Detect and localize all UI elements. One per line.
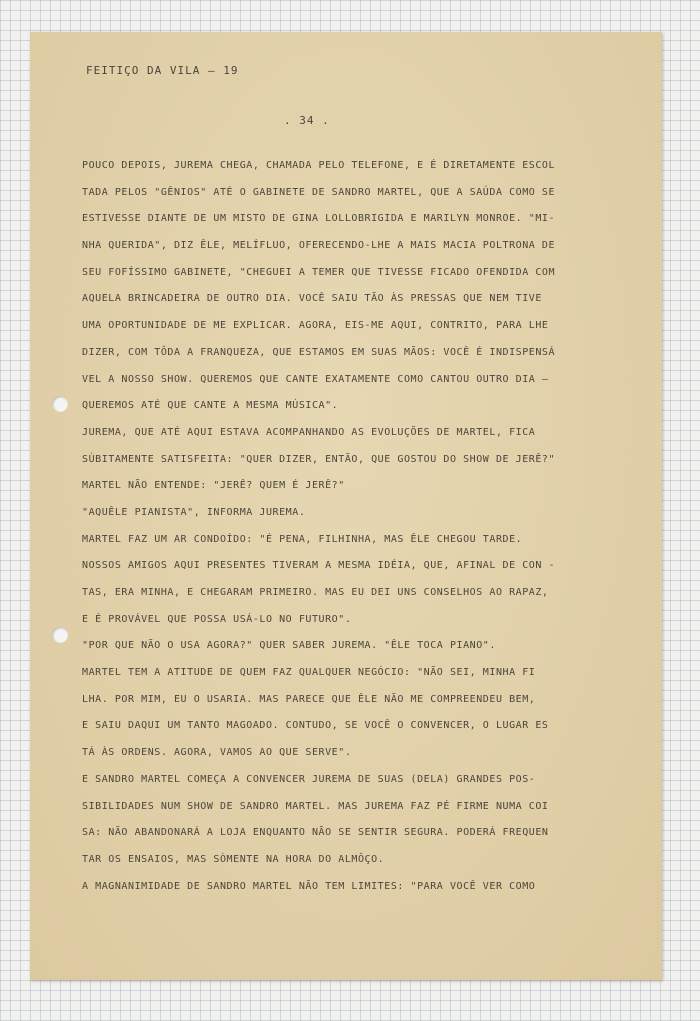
text-line: SA: NÃO ABANDONARÁ A LOJA ENQUANTO NÃO SE SENTIR SEGURA. PODERÁ FREQUEN: [82, 827, 549, 839]
text-line: TAS, ERA MINHA, E CHEGARAM PRIMEIRO. MAS EU DEI UNS CONSELHOS AO RAPAZ,: [82, 587, 549, 598]
body-text: [82, 153, 555, 900]
text-line: AQUELA BRINCADEIRA DE OUTRO DIA. VOCÊ SAIU TÃO ÀS PRESSAS QUE NEM TIVE: [82, 293, 542, 305]
text-line: TÁ ÀS ORDENS. AGORA, VAMOS AO QUE SERVE".: [82, 747, 352, 759]
punch-hole: [52, 396, 68, 412]
text-line: ESTIVESSE DIANTE DE UM MISTO DE GINA LOLLOBRIGIDA E MARILYN MONROE. "MI-: [82, 213, 556, 225]
text-line: JUREMA, QUE ATÉ AQUI ESTAVA ACOMPANHANDO AS EVOLUÇÕES DE MARTEL, FICA: [82, 426, 536, 438]
text-line: MARTEL NÃO ENTENDE: "JERÊ? QUEM É JERÊ?": [82, 480, 345, 492]
text-line: QUEREMOS ATÉ QUE CANTE A MESMA MÚSICA".: [82, 400, 339, 412]
text-line: NOSSOS AMIGOS AQUI PRESENTES TIVERAM A MESMA IDÉIA, QUE, AFINAL DE CON -: [82, 560, 556, 572]
punch-hole: [52, 627, 68, 643]
text-line: SEU FOFÍSSIMO GABINETE, "CHEGUEI A TEMER QUE TIVESSE FICADO OFENDIDA COM: [82, 266, 556, 278]
text-line: E SAIU DAQUI UM TANTO MAGOADO. CONTUDO, SE VOCÊ O CONVENCER, O LUGAR ES: [82, 720, 549, 732]
text-line: TADA PELOS "GÊNIOS" ATÉ O GABINETE DE SANDRO MARTEL, QUE A SAÚDA COMO SE: [82, 186, 556, 198]
text-line: "AQUÊLE PIANISTA", INFORMA JUREMA.: [82, 506, 306, 518]
text-line: E SANDRO MARTEL COMEÇA A CONVENCER JUREMA DE SUAS (DELA) GRANDES POS-: [82, 773, 536, 785]
text-line: UMA OPORTUNIDADE DE ME EXPLICAR. AGORA, EIS-ME AQUI, CONTRITO, PARA LHE: [82, 320, 549, 332]
typewritten-page: [30, 32, 662, 980]
text-line: SIBILIDADES NUM SHOW DE SANDRO MARTEL. MAS JUREMA FAZ PÉ FIRME NUMA COI: [82, 800, 549, 812]
text-line: MARTEL FAZ UM AR CONDOÍDO: "É PENA, FILHINHA, MAS ÊLE CHEGOU TARDE.: [82, 533, 523, 545]
text-line: E É PROVÁVEL QUE POSSA USÁ-LO NO FUTURO".: [82, 613, 352, 625]
text-line: "POR QUE NÃO O USA AGORA?" QUER SABER JUREMA. "ÊLE TOCA PIANO".: [82, 640, 496, 652]
text-line: DIZER, COM TÔDA A FRANQUEZA, QUE ESTAMOS EM SUAS MÃOS: VOCÊ É INDISPENSÁ: [82, 346, 556, 358]
text-line: TAR OS ENSAIOS, MAS SÒMENTE NA HORA DO ALMÔÇO.: [82, 853, 385, 865]
text-line: VEL A NOSSO SHOW. QUEREMOS QUE CANTE EXATAMENTE COMO CANTOU OUTRO DIA —: [82, 373, 549, 385]
text-line: A MAGNANIMIDADE DE SANDRO MARTEL NÃO TEM LIMITES: "PARA VOCÊ VER COMO: [82, 880, 536, 892]
page-header: FEITIÇO DA VILA — 19: [86, 64, 239, 77]
page-number: . 34 .: [284, 114, 330, 127]
text-line: LHA. POR MIM, EU O USARIA. MAS PARECE QUE ÊLE NÃO ME COMPREENDEU BEM,: [82, 693, 536, 705]
text-line: NHA QUERIDA", DIZ ÊLE, MELÍFLUO, OFERECENDO-LHE A MAIS MACIA POLTRONA DE: [82, 240, 556, 252]
text-line: SÙBITAMENTE SATISFEITA: "QUER DIZER, ENTÃO, QUE GOSTOU DO SHOW DE JERÊ?": [82, 453, 556, 465]
text-line: MARTEL TEM A ATITUDE DE QUEM FAZ QUALQUER NEGÓCIO: "NÃO SEI, MINHA FI: [82, 667, 536, 679]
text-line: POUCO DEPOIS, JUREMA CHEGA, CHAMADA PELO TELEFONE, E É DIRETAMENTE ESCOL: [82, 160, 556, 171]
